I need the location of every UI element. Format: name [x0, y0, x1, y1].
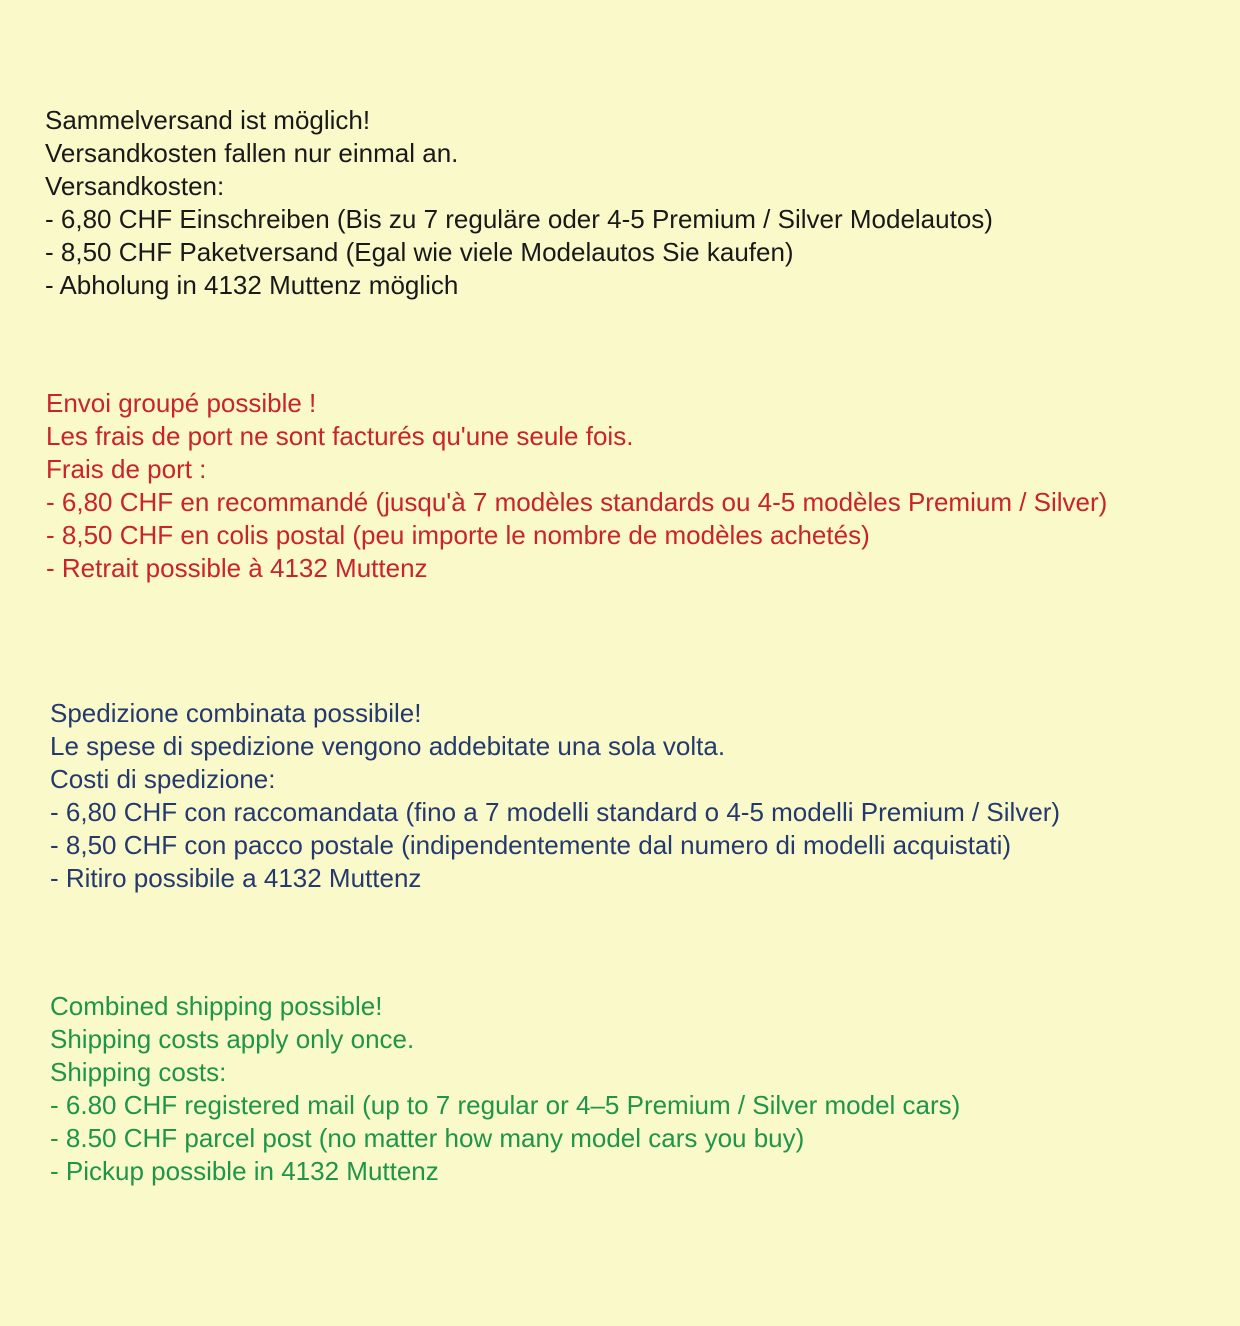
text-line: Versandkosten fallen nur einmal an.: [45, 138, 459, 168]
shipping-info-italian: [50, 697, 1060, 895]
shipping-info-german: [45, 104, 993, 302]
text-line: Le spese di spedizione vengono addebitate una sola volta.: [50, 731, 726, 761]
text-line: Costi di spedizione:: [50, 764, 276, 794]
text-line: Shipping costs apply only once.: [50, 1024, 415, 1054]
text-line: - 6,80 CHF en recommandé (jusqu'à 7 modèles standards ou 4-5 modèles Premium / Silver): [46, 487, 1108, 517]
text-line: Combined shipping possible!: [50, 991, 383, 1021]
text-line: - 8,50 CHF Paketversand (Egal wie viele Modelautos Sie kaufen): [45, 237, 794, 267]
text-line: - Abholung in 4132 Muttenz möglich: [45, 270, 459, 300]
text-line: - 8.50 CHF parcel post (no matter how many model cars you buy): [50, 1123, 805, 1153]
text-line: Envoi groupé possible !: [46, 388, 317, 418]
text-line: Versandkosten:: [45, 171, 225, 201]
text-line: - 6,80 CHF Einschreiben (Bis zu 7 reguläre oder 4-5 Premium / Silver Modelautos): [45, 204, 993, 234]
text-line: Les frais de port ne sont facturés qu'une seule fois.: [46, 421, 634, 451]
shipping-info-french: [46, 387, 1107, 585]
text-line: Spedizione combinata possibile!: [50, 698, 422, 728]
text-line: - Pickup possible in 4132 Muttenz: [50, 1156, 439, 1186]
text-line: - 8,50 CHF con pacco postale (indipendentemente dal numero di modelli acquistati): [50, 830, 1012, 860]
text-line: Sammelversand ist möglich!: [45, 105, 371, 135]
text-line: - 6.80 CHF registered mail (up to 7 regular or 4–5 Premium / Silver model cars): [50, 1090, 961, 1120]
text-line: - Retrait possible à 4132 Muttenz: [46, 553, 428, 583]
shipping-info-english: [50, 990, 960, 1188]
text-line: - 8,50 CHF en colis postal (peu importe le nombre de modèles achetés): [46, 520, 870, 550]
text-line: Shipping costs:: [50, 1057, 227, 1087]
text-line: - 6,80 CHF con raccomandata (fino a 7 modelli standard o 4-5 modelli Premium / Silver): [50, 797, 1061, 827]
text-line: Frais de port :: [46, 454, 207, 484]
text-line: - Ritiro possibile a 4132 Muttenz: [50, 863, 422, 893]
